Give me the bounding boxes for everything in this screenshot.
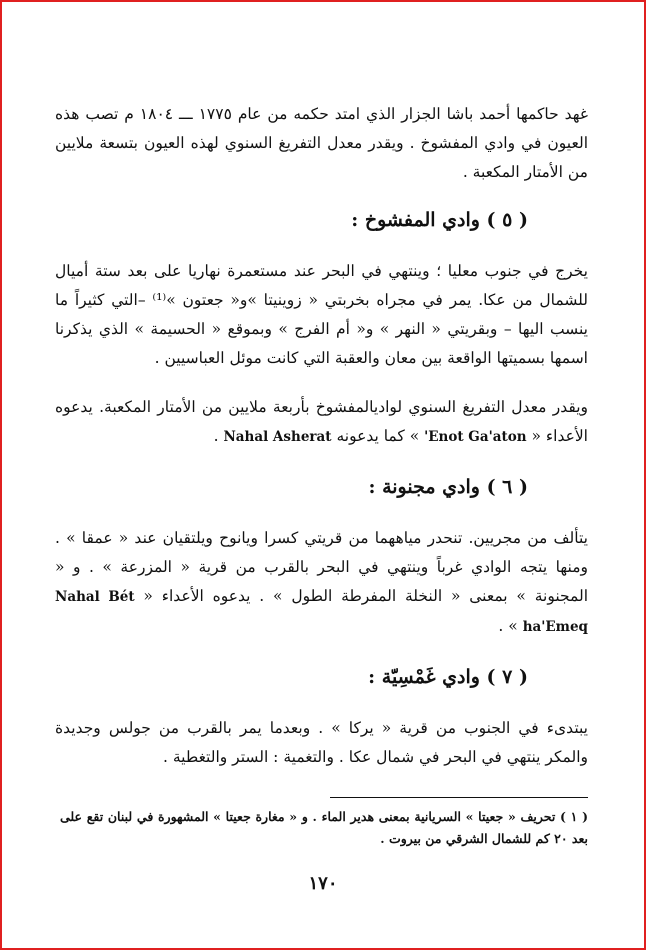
latin-name-enot-gaaton: 'Enot Ga'aton: [424, 429, 527, 445]
section-5-paragraph-2-text-c: .: [213, 427, 219, 445]
section-6-heading: ( ٦ ) وادي مجنونة :: [368, 476, 528, 498]
intro-paragraph: غهد حاكمها أحمد باشا الجزار الذي امتد حكمه من عام ١٧٧٥ ـــ ١٨٠٤ م تصب هذه العيون في وادي المفشوخ . ويقدر معدل التفريغ السنوي لهذه العيون بتسعة ملايين من الأمتار المكعبة .: [55, 105, 588, 181]
page-number: ١٧٠: [308, 873, 338, 894]
section-5-paragraph-2-text-b: » كما يدعونه: [336, 427, 420, 445]
section-5-paragraph-1: يخرج في جنوب معليا ؛ وينتهي في البحر عند مستعمرة نهاريا على بعد ستة أميال للشمال من عكا. يمر في مجراه بخربتي « زوينيتا »و« جعتون »⁽¹⁾ –التي كثيراً ما ينسب اليها – وبقريتي « النهر » و« أم الفرج » وبموقع « الحسيمة » الذي يذكرنا اسمها بسميتها الواقعة بين معان والعقبة التي كانت موئل العباسيين .: [55, 262, 588, 367]
latin-name-nahal-asherat: Nahal Asherat: [223, 429, 332, 445]
section-7-paragraph-1: يبتدىء في الجنوب من قرية « يركا » . وبعدما يمر بالقرب من جولس وجديدة والمكر ينتهي في البحر في شمال عكا . والتغمية : الستر والتغطية .: [55, 719, 588, 766]
section-6-paragraph-1-text-a: يتألف من مجريين. تنحدر مياههما من قريتي كسرا ويانوح ويلتقيان عند « عمقا » . ومنها يتجه الوادي غرباً وينتهي في البحر بالقرب من قرية « المزرعة » . و « المجنونة » بمعنى « النخلة المفرطة الطول » . يدعوه الأعداء «: [55, 529, 588, 605]
section-6-paragraph-1: [55, 524, 588, 642]
latin-name-nahal-bet-haemeq: Nahal Bét ha'Emeq: [55, 589, 588, 635]
footnote: ( ١ ) تحريف « جعيتا » السريانية بمعنى هدير الماء . و « مغارة جعيتا » المشهورة في لبنان تقع على بعد ٢٠ كم للشمال الشرقي من بيروت .: [60, 809, 588, 846]
page-body: [55, 100, 588, 792]
section-7-heading: ( ٧ ) وادي غَمْسِيّة :: [368, 666, 528, 688]
section-6-paragraph-1-text-b: » .: [498, 617, 518, 635]
section-5-heading: ( ٥ ) وادي المفشوخ :: [351, 209, 528, 231]
footnote-divider: [330, 797, 588, 798]
section-5-paragraph-2-text-a: ويقدر معدل التفريغ السنوي لواديالمفشوخ بأربعة ملايين من الأمتار المكعبة. يدعوه الأعداء «: [55, 398, 588, 445]
section-5-paragraph-2: [55, 393, 588, 452]
